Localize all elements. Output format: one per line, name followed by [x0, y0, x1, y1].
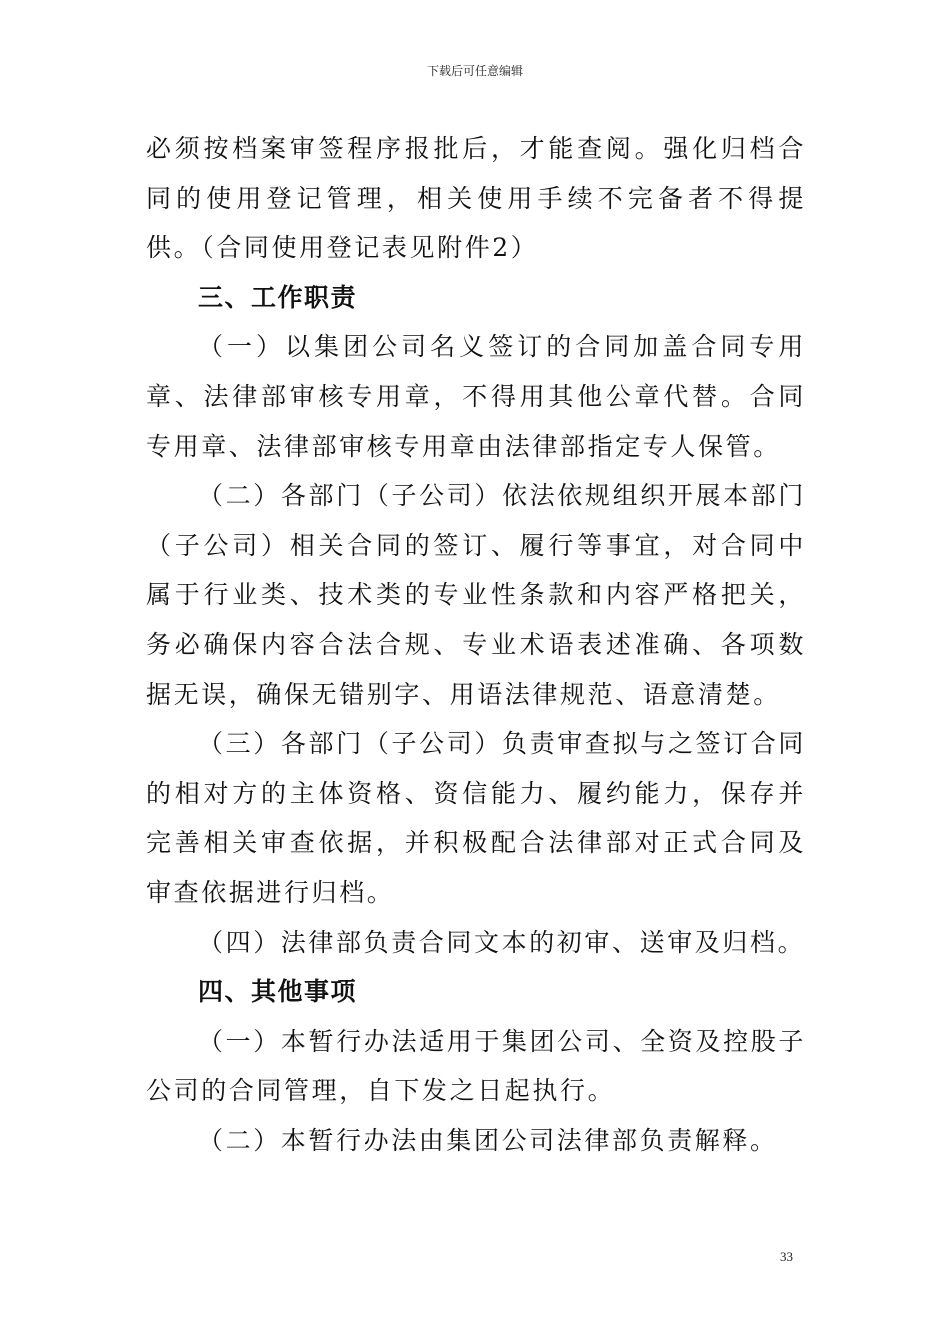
paragraph-duty-3: （三）各部门（子公司）负责审查拟与之签订合同的相对方的主体资格、资信能力、履约能力，保存并完善相关审查依据，并积极配合法律部对正式合同及审查依据进行归档。	[146, 729, 806, 907]
paragraph-other-2: （二）本暂行办法由集团公司法律部负责解释。	[198, 1125, 778, 1155]
paragraph-duty-1: （一）以集团公司名义签订的合同加盖合同专用章、法律部审核专用章，不得用其他公章代替。合同专用章、法律部审核专用章由法律部指定专人保管。	[146, 332, 806, 461]
page-header: 下载后可任意编辑	[426, 64, 523, 78]
section-heading-duties: 三、工作职责	[198, 282, 358, 312]
document-body	[146, 124, 806, 1165]
paragraph-duty-2: （二）各部门（子公司）依法依规组织开展本部门（子公司）相关合同的签订、履行等事宜，对合同中属于行业类、技术类的专业性条款和内容严格把关，务必确保内容合法合规、专业术语表述准确、各项数据无误，确保无错别字、用语法律规范、语意清楚。	[146, 481, 806, 709]
paragraph-other-1: （一）本暂行办法适用于集团公司、全资及控股子公司的合同管理，自下发之日起执行。	[146, 1026, 806, 1106]
paragraph-archive-access: 必须按档案审签程序报批后，才能查阅。强化归档合同的使用登记管理，相关使用手续不完备者不得提供。（合同使用登记表见附件2）	[146, 134, 806, 263]
section-heading-other: 四、其他事项	[198, 977, 358, 1007]
page-number: 33	[780, 1249, 793, 1264]
paragraph-duty-4: （四）法律部负责合同文本的初审、送审及归档。	[198, 927, 806, 957]
